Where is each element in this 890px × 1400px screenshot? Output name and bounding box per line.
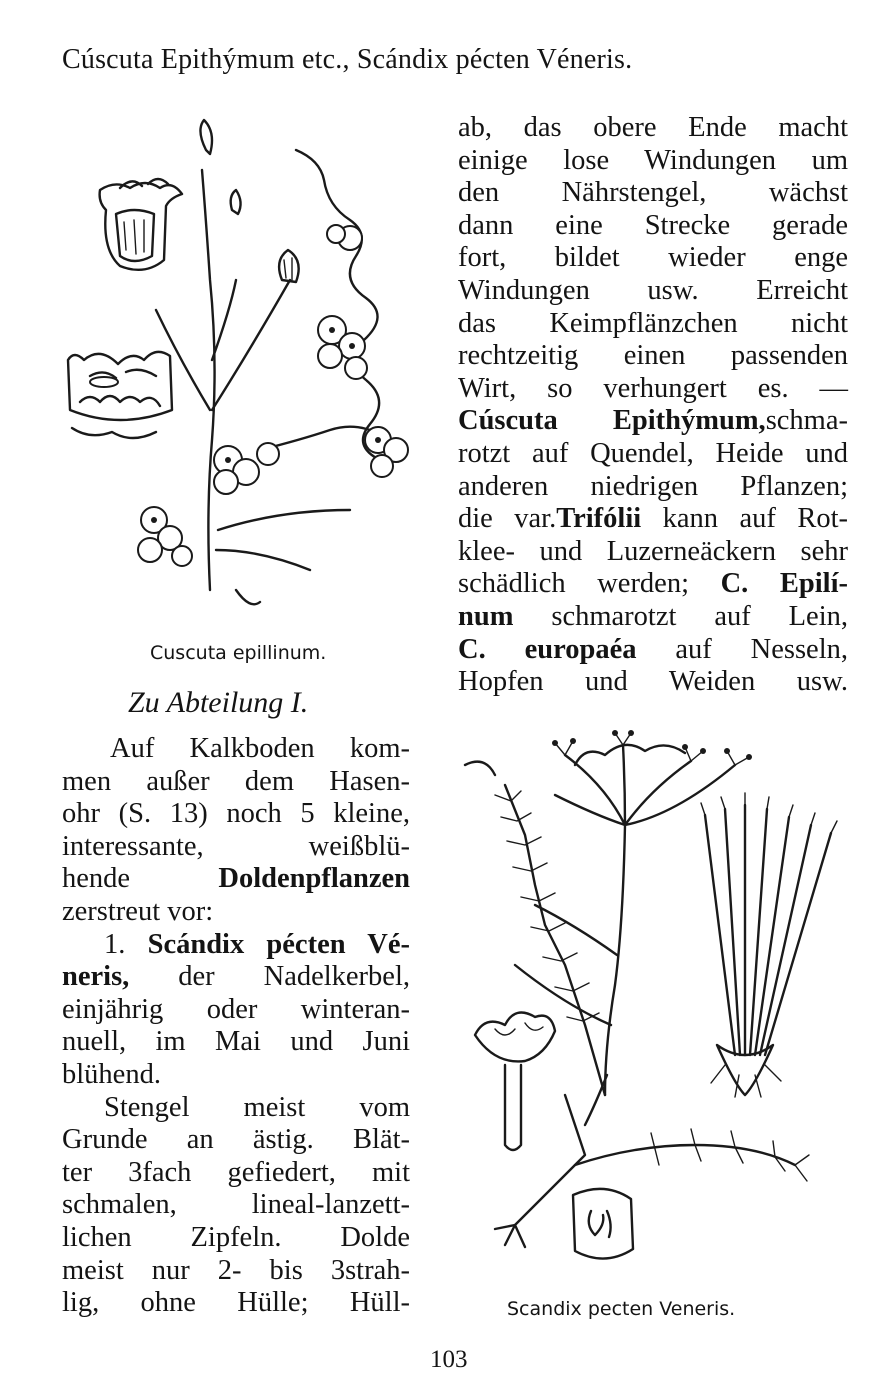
section-subheading: Zu Abteilung I. [128,686,309,719]
left-column-text [62,733,410,1320]
page-number: 103 [430,1346,468,1373]
text-line [458,568,848,601]
text-line [62,961,410,994]
text-fragment: der Nadelkerbel, [129,961,410,993]
text-line [458,503,848,536]
running-header: Cúscuta Epithýmum etc., Scándix pécten Véneris. [62,44,633,75]
text-line: Windungen usw. Erreicht [458,274,848,306]
scandix-illustration [455,725,855,1295]
cross-section-drawing [573,1189,633,1259]
text-line: zerstreut vor: [62,895,214,927]
cuscuta-illustration [60,110,440,630]
right-column-text [458,112,848,699]
dodder-thread-drawing [260,150,390,460]
text-line: blühend. [62,1058,161,1090]
species-name: C. Epilí- [720,568,848,600]
text-line: meist nur 2- bis 3strah- [62,1254,410,1286]
text-line: Auf Kalkboden kom- [110,733,410,764]
species-name: Trifólii [556,503,642,535]
leaf-drawing [465,762,605,1095]
corolla-detail-drawing [68,352,172,438]
flower-detail-drawing [100,179,182,270]
text-line: rechtzeitig einen passenden [458,340,848,372]
text-fragment: hende [62,863,219,895]
text-line: einige lose Windungen um [458,144,848,176]
figure-caption-scandix: Scandix pecten Veneris. [507,1298,736,1320]
text-line: klee- und Luzerneäckern sehr [458,535,848,567]
text-line: dann eine Strecke gerade [458,209,848,241]
flower-detail-drawing [475,1013,555,1151]
text-fragment: die var. [458,503,557,535]
text-line: anderen niedrigen Pflanzen; [458,470,848,502]
text-line: fort, bildet wieder enge [458,242,848,274]
text-line: das Keimpflänzchen nicht [458,307,848,339]
text-line [458,405,848,438]
species-name: neris, [62,961,130,993]
text-line: lichen Zipfeln. Dolde [62,1221,410,1253]
text-fragment: schmarotzt auf Lein, [513,600,848,632]
text-line: Wirt, so verhungert es. — [458,372,848,404]
text-line: nuell, im Mai und Juni [62,1026,410,1058]
text-line [62,863,410,896]
species-name: Scándix pécten Vé- [147,928,410,960]
flower-clusters-drawing [138,225,408,604]
fruits-drawing [701,793,837,1097]
text-line: ab, das obere Ende macht [458,112,848,143]
text-line [458,634,848,667]
text-fragment: schädlich werden; [458,568,721,600]
text-line: schmalen, lineal-lanzett- [62,1189,410,1221]
text-line [458,601,848,634]
figure-caption-cuscuta: Cuscuta epillinum. [150,642,327,664]
text-line: ohr (S. 13) noch 5 kleine, [62,798,410,830]
text-line: den Nährstengel, wächst [458,177,848,209]
species-name: num [458,600,514,632]
text-fragment: schma- [765,405,848,437]
text-fragment: kann auf Rot- [641,503,848,535]
text-line: Hopfen und Weiden usw. [458,666,848,698]
text-line: einjährig oder winteran- [62,993,410,1025]
species-name: C. europaéa [458,633,637,665]
text-line: ter 3fach gefiedert, mit [62,1156,410,1188]
text-fragment: auf Nesseln, [636,633,849,665]
text-line: men außer dem Hasen- [62,765,410,797]
text-line: rotzt auf Quendel, Heide und [458,437,848,469]
text-line: interessante, weißblü- [62,830,410,862]
umbel-drawing [552,730,752,825]
text-line: Stengel meist vom [104,1091,410,1123]
text-fragment: 1. [104,928,148,960]
text-line: Grunde an ästig. Blät- [62,1124,410,1156]
base-leaf-drawing [495,1095,809,1247]
species-name: Cúscuta Epithýmum, [458,405,766,437]
term-bold: Doldenpflanzen [218,863,410,895]
text-line [62,929,410,962]
text-line: lig, ohne Hülle; Hüll- [62,1287,410,1319]
